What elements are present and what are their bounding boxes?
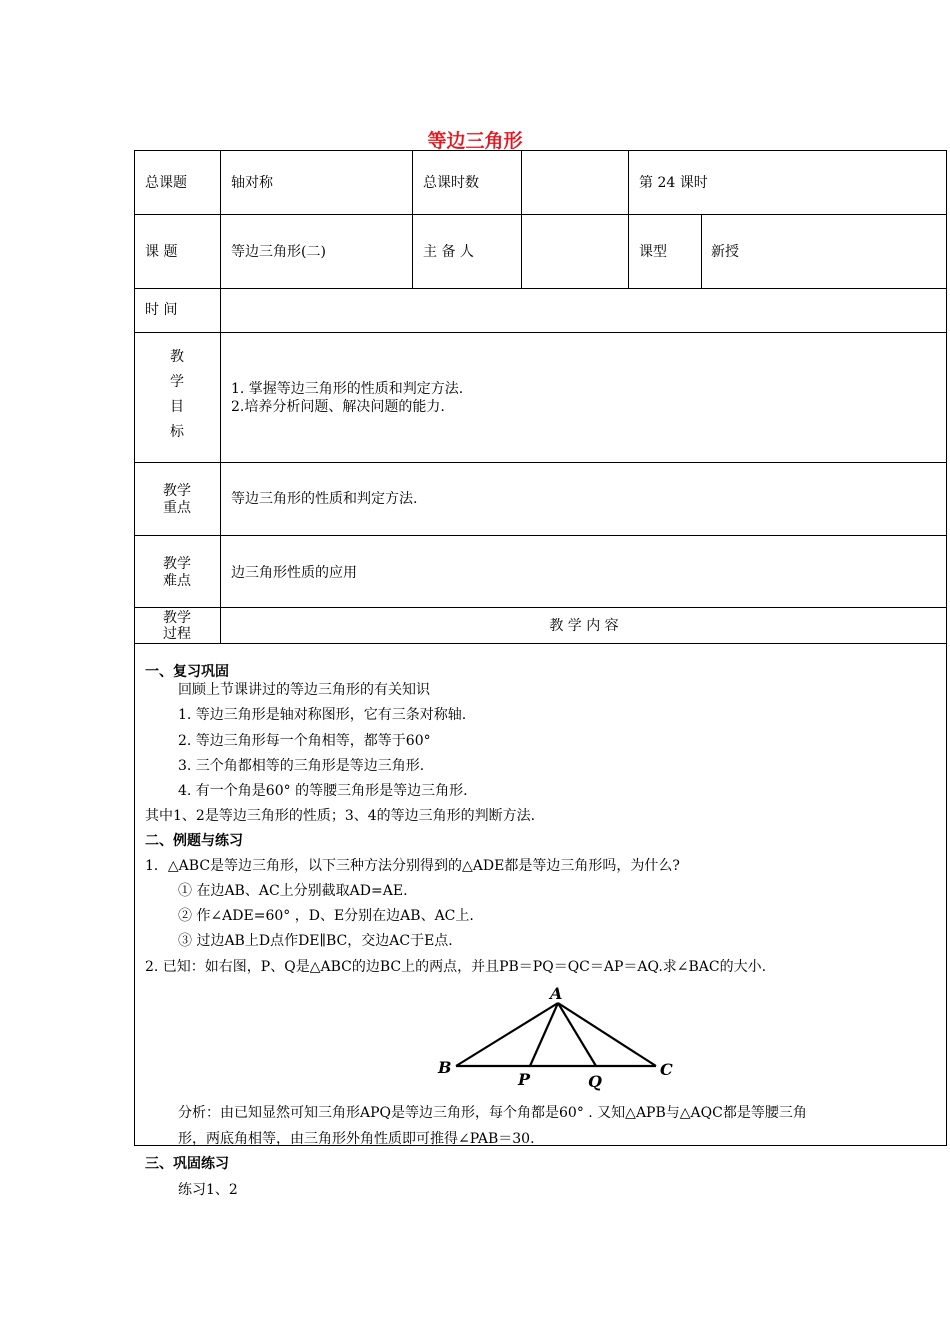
column-divider bbox=[521, 150, 522, 288]
triangle-figure bbox=[436, 984, 686, 1094]
review-item: 4. 有一个角是60° 的等腰三角形是等边三角形. bbox=[178, 783, 468, 799]
review-summary: 其中1、2是等边三角形的性质；3、4的等边三角形的判断方法. bbox=[145, 808, 536, 824]
segment-aq bbox=[558, 1003, 596, 1066]
column-divider bbox=[220, 150, 221, 643]
key-points-value: 等边三角形的性质和判定方法. bbox=[231, 491, 418, 507]
header-label-preparer: 主 备 人 bbox=[423, 244, 474, 260]
review-item: 2. 等边三角形每一个角相等，都等于60° bbox=[178, 733, 431, 749]
header-label-topic: 总课题 bbox=[145, 175, 187, 191]
row-divider bbox=[134, 214, 947, 215]
key-points-label: 教学 bbox=[163, 483, 191, 499]
row-divider bbox=[134, 462, 947, 463]
review-intro: 回顾上节课讲过的等边三角形的有关知识 bbox=[178, 682, 430, 698]
header-value-type: 新授 bbox=[711, 244, 739, 260]
practice-text: 练习1、2 bbox=[178, 1182, 238, 1198]
section-heading-review: 一、复习巩固 bbox=[145, 664, 229, 680]
point-label-p: P bbox=[518, 1070, 531, 1089]
section-heading-practice: 三、巩固练习 bbox=[145, 1156, 229, 1172]
header-label-hours: 总课时数 bbox=[423, 175, 479, 191]
question-1-option: ① 在边AB、AC上分别截取AD=AE. bbox=[178, 883, 408, 899]
goal-item: 2.培养分析问题、解决问题的能力. bbox=[231, 399, 445, 415]
point-label-q: Q bbox=[588, 1072, 602, 1091]
question-1-option: ② 作∠ADE=60° ，D、E分别在边AB、AC上. bbox=[178, 908, 474, 924]
goals-label-char: 学 bbox=[170, 374, 184, 390]
row-divider bbox=[134, 643, 947, 644]
goal-item: 1. 掌握等边三角形的性质和判定方法. bbox=[231, 381, 464, 397]
goals-label-char: 教 bbox=[170, 349, 184, 365]
side-ab bbox=[456, 1003, 558, 1066]
process-content-heading: 教 学 内 容 bbox=[549, 618, 619, 634]
goals-label-char: 目 bbox=[170, 399, 184, 415]
column-divider bbox=[628, 150, 629, 288]
header-value-topic: 轴对称 bbox=[231, 175, 273, 191]
question-1-option: ③ 过边AB上D点作DE∥BC，交边AC于E点. bbox=[178, 933, 453, 949]
vertex-label-b: B bbox=[438, 1058, 452, 1077]
difficulties-label: 教学 bbox=[163, 556, 191, 572]
page-title: 等边三角形 bbox=[427, 130, 523, 152]
header-lesson-number: 第 24 课时 bbox=[639, 175, 708, 191]
row-divider bbox=[134, 535, 947, 536]
question-2: 2. 已知：如右图，P、Q是△ABC的边BC上的两点，并且PB＝PQ＝QC＝AP＝AQ.求∠BAC的大小. bbox=[145, 959, 767, 975]
process-label: 教学 bbox=[163, 610, 191, 626]
review-item: 1. 等边三角形是轴对称图形，它有三条对称轴. bbox=[178, 707, 467, 723]
side-ac bbox=[558, 1003, 656, 1066]
section-heading-examples: 二、例题与练习 bbox=[145, 833, 243, 849]
column-divider bbox=[701, 214, 702, 288]
goals-label-char: 标 bbox=[170, 424, 184, 440]
vertex-label-c: C bbox=[660, 1060, 673, 1079]
vertex-label-a: A bbox=[550, 984, 563, 1003]
review-item: 3. 三个角都相等的三角形是等边三角形. bbox=[178, 758, 425, 774]
row-divider bbox=[134, 607, 947, 608]
header-label-subject: 课 题 bbox=[145, 244, 178, 260]
analysis-line: 形，两底角相等，由三角形外角性质即可推得∠PAB＝30. bbox=[178, 1131, 535, 1147]
column-divider bbox=[412, 150, 413, 288]
key-points-label: 重点 bbox=[163, 500, 191, 516]
row-divider bbox=[134, 332, 947, 333]
header-label-type: 课型 bbox=[639, 244, 667, 260]
process-label: 过程 bbox=[163, 626, 191, 642]
header-value-subject: 等边三角形(二) bbox=[231, 244, 326, 260]
question-1: 1．△ABC是等边三角形，以下三种方法分别得到的△ADE都是等边三角形吗，为什么? bbox=[145, 858, 680, 874]
difficulties-value: 边三角形性质的应用 bbox=[231, 565, 357, 581]
analysis-line: 分析：由已知显然可知三角形APQ是等边三角形，每个角都是60° . 又知△APB与△AQC都是等腰三角 bbox=[178, 1105, 807, 1121]
difficulties-label: 难点 bbox=[163, 573, 191, 589]
header-label-time: 时 间 bbox=[145, 302, 178, 318]
row-divider bbox=[134, 288, 947, 289]
